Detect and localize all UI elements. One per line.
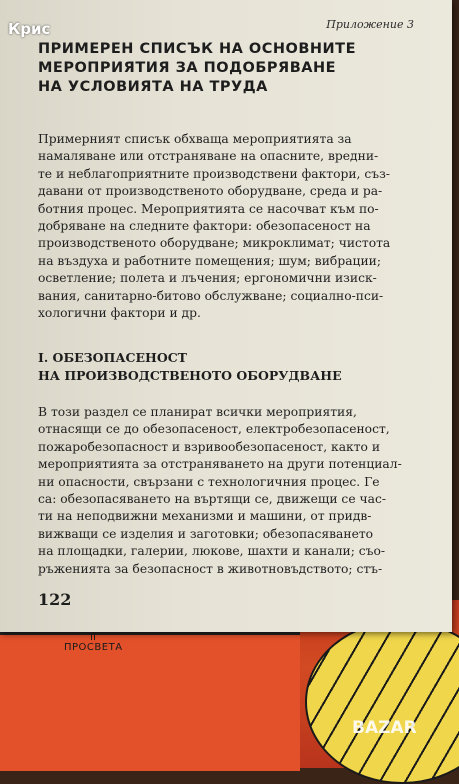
text-line: производственото оборудване; микроклимат; чистота xyxy=(38,236,391,251)
page-title xyxy=(38,40,418,97)
text-line: добряване на следните фактори: обезопасеност на xyxy=(38,219,371,234)
text-line: В този раздел се планират всички мероприятия, xyxy=(38,405,357,419)
text-line: мероприятията за отстраняването на други потенциал- xyxy=(38,457,402,472)
text-line: осветление; полета и лъчения; ергономични изиск- xyxy=(38,271,377,286)
title-line: НА УСЛОВИЯТА НА ТРУДА xyxy=(38,79,268,95)
intro-paragraph xyxy=(38,131,418,322)
background-book-cover xyxy=(0,632,300,771)
watermark-kris: Крис xyxy=(8,20,51,38)
text-line: давани от производственото оборудване, среда и ра- xyxy=(38,184,383,199)
text-line: на площадки, галерии, люкове, шахти и канали; съо- xyxy=(38,544,386,559)
text-line: пожаробезопасност и взривообезопасеност, както и xyxy=(38,439,381,454)
background-cover-label: ПРОСВЕТА xyxy=(64,642,123,653)
page-number: 122 xyxy=(38,590,72,609)
title-line: МЕРОПРИЯТИЯ ЗА ПОДОБРЯВАНЕ xyxy=(38,60,337,76)
watermark-bazar: BAZAR xyxy=(352,718,417,738)
text-line: са: обезопасяването на въртящи се, движещи се час- xyxy=(38,492,387,507)
text-line: хологични фактори и др. xyxy=(38,306,201,321)
section-heading xyxy=(38,349,342,385)
running-head: Приложение 3 xyxy=(326,18,414,31)
title-line: ПРИМЕРЕН СПИСЪК НА ОСНОВНИТЕ xyxy=(38,41,356,57)
text-line: отнасящи се до обезопасеност, електробезопасеност, xyxy=(38,422,390,437)
text-line: вания, санитарно-битово обслужване; социално-пси- xyxy=(38,288,384,303)
text-line: ботния процес. Мероприятията се насочват към по- xyxy=(38,201,379,216)
text-line: те и неблагоприятните производствени фактори, съз- xyxy=(38,166,390,181)
heading-line: I. ОБЕЗОПАСЕНОСТ xyxy=(38,350,187,365)
text-line: ръженията за безопасност в животновъдството; стъ- xyxy=(38,561,383,576)
text-line: ти на неподвижни механизми и машини, от придв- xyxy=(38,509,372,524)
section-paragraph xyxy=(38,404,418,578)
heading-line: НА ПРОИЗВОДСТВЕНОТО ОБОРУДВАНЕ xyxy=(38,368,342,383)
text-line: намаляване или отстраняване на опасните, вредни- xyxy=(38,149,379,164)
background-cover-mark: II xyxy=(90,632,96,643)
text-line: вижващи се изделия и заготовки; обезопасяването xyxy=(38,526,374,541)
text-line: Примерният списък обхваща мероприятията за xyxy=(38,132,352,146)
text-line: ни опасности, свързани с технологичния процес. Ге xyxy=(38,474,380,489)
text-line: на въздуха и работните помещения; шум; вибрации; xyxy=(38,253,381,268)
